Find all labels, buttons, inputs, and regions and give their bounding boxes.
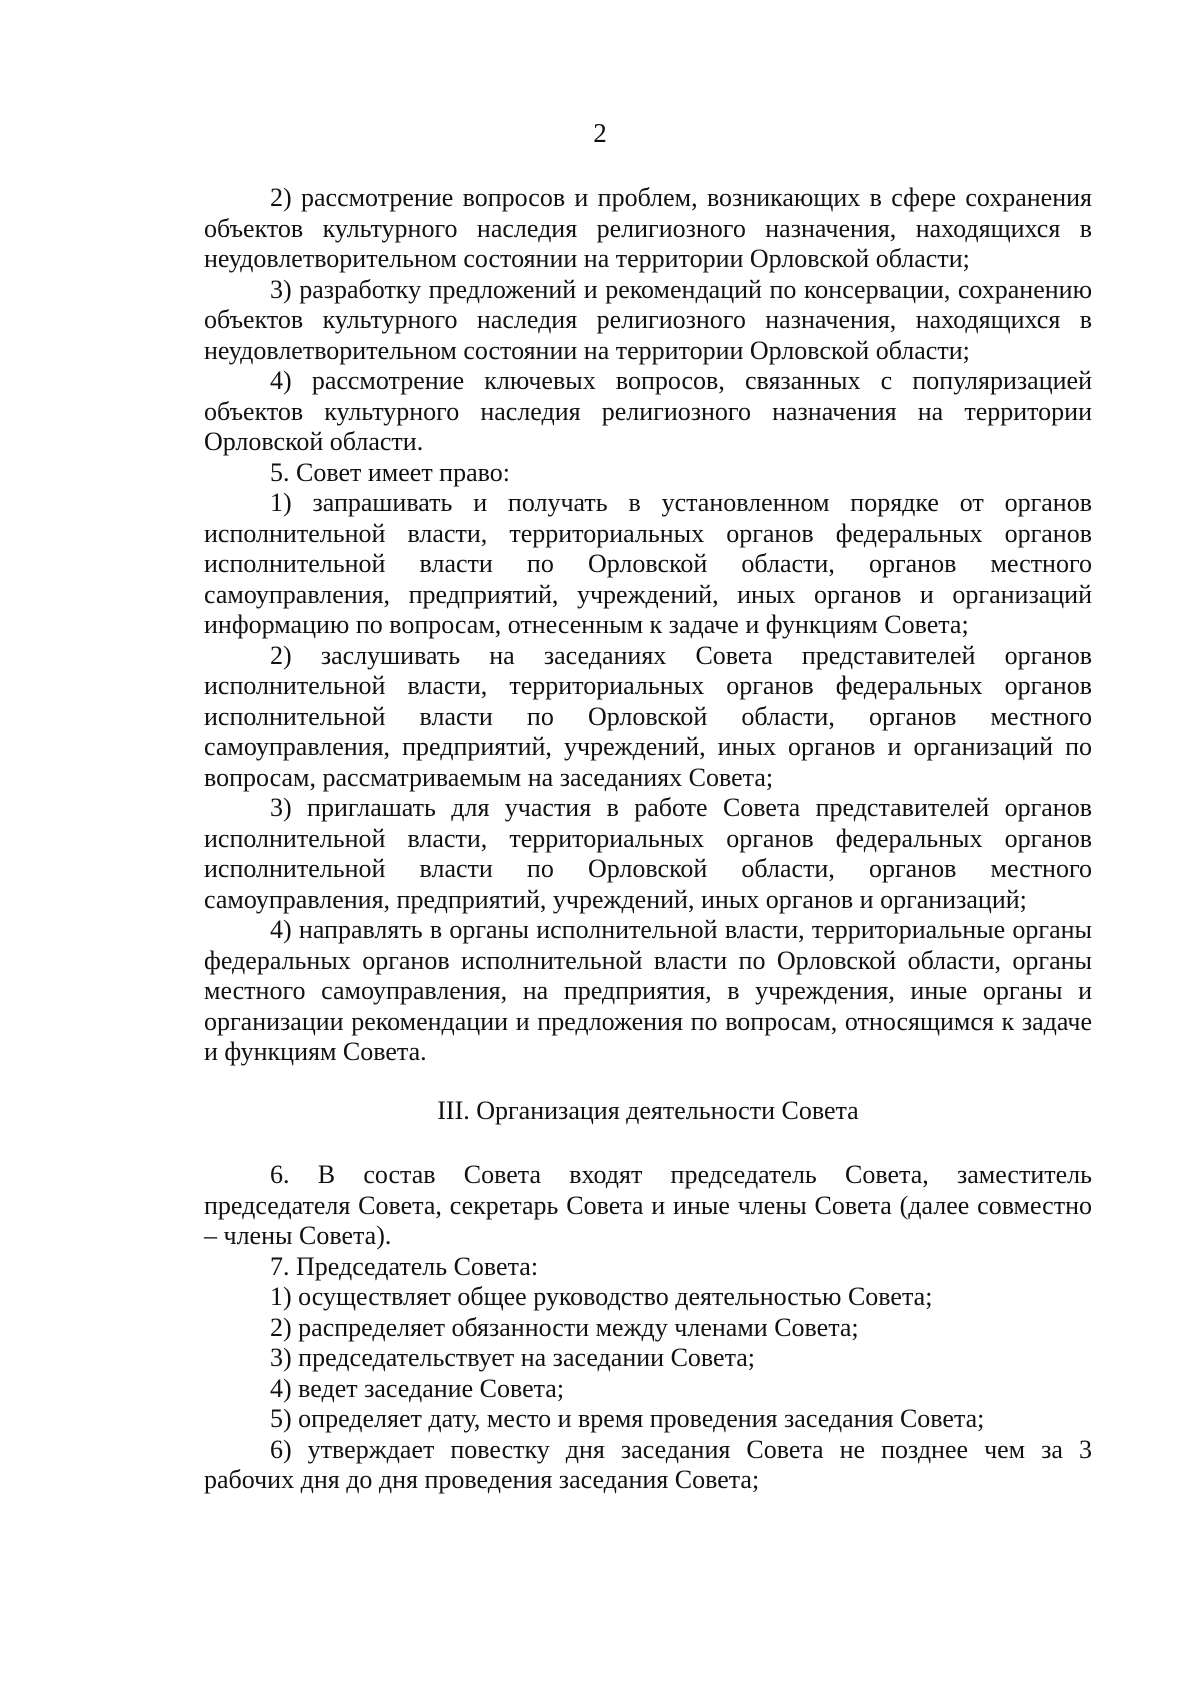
- paragraph-right-4-send-recommendations: 4) направлять в органы исполнительной власти, территориальные органы федеральных органов исполнительной власти по Орловской области, органы местного самоуправления, на предприятия, в учреждения, иные органы и организации рекомендации и предложения по вопросам, относящимся к задаче и функциям Совета.: [204, 915, 1092, 1066]
- paragraph-clause-5: 5. Совет имеет право:: [270, 457, 510, 487]
- section-heading: III. Организация деятельности Совета: [437, 1095, 859, 1125]
- paragraph-chair-duty-2: 2) распределяет обязанности между членами Совета;: [270, 1312, 859, 1342]
- paragraph-chair-duty-6: 6) утверждает повестку дня заседания Совета не позднее чем за 3 рабочих дня до дня проведения заседания Совета;: [204, 1434, 1092, 1494]
- document-body: [204, 183, 1092, 1496]
- paragraph-item-4-popularization: 4) рассмотрение ключевых вопросов, связанных с популяризацией объектов культурного наследия религиозного назначения на территории Орловской области.: [204, 366, 1092, 456]
- paragraph-right-1-request-info: 1) запрашивать и получать в установленном порядке от органов исполнительной власти, территориальных органов федеральных органов исполнительной власти по Орловской области, органов местного самоуправления, предприятий, учреждений, иных органов и организаций информацию по вопросам, отнесенным к задаче и функциям Совета;: [204, 488, 1092, 639]
- paragraph-chair-duty-1: 1) осуществляет общее руководство деятельностью Совета;: [270, 1282, 933, 1311]
- paragraph-item-3-proposals: 3) разработку предложений и рекомендаций по консервации, сохранению объектов культурного наследия религиозного назначения, находящихся в неудовлетворительном состоянии на территории Орловской области;: [204, 274, 1092, 365]
- paragraph-chair-duty-5: 5) определяет дату, место и время проведения заседания Совета;: [270, 1404, 985, 1433]
- paragraph-chair-duty-3: 3) председательствует на заседании Совета;: [270, 1343, 756, 1372]
- paragraph-item-2-review-issues: 2) рассмотрение вопросов и проблем, возникающих в сфере сохранения объектов культурного наследия религиозного назначения, находящихся в неудовлетворительном состоянии на территории Орловской области;: [204, 183, 1092, 273]
- paragraph-right-3-invite: 3) приглашать для участия в работе Совета представителей органов исполнительной власти, территориальных органов федеральных органов исполнительной власти по Орловской области, органов местного самоуправления, предприятий, учреждений, иных органов и организаций;: [204, 793, 1092, 914]
- paragraph-clause-6: 6. В состав Совета входят председатель Совета, заместитель председателя Совета, секретарь Совета и иные члены Совета (далее совместно – члены Совета).: [204, 1160, 1092, 1250]
- paragraph-clause-7: 7. Председатель Совета:: [270, 1251, 539, 1281]
- paragraph-chair-duty-4: 4) ведет заседание Совета;: [270, 1373, 565, 1403]
- paragraph-right-2-hear-representatives: 2) заслушивать на заседаниях Совета представителей органов исполнительной власти, территориальных органов федеральных органов исполнительной власти по Орловской области, органов местного самоуправления, предприятий, учреждений, иных органов и организаций по вопросам, рассматриваемым на заседаниях Совета;: [204, 640, 1092, 792]
- page-number: 2: [593, 118, 607, 148]
